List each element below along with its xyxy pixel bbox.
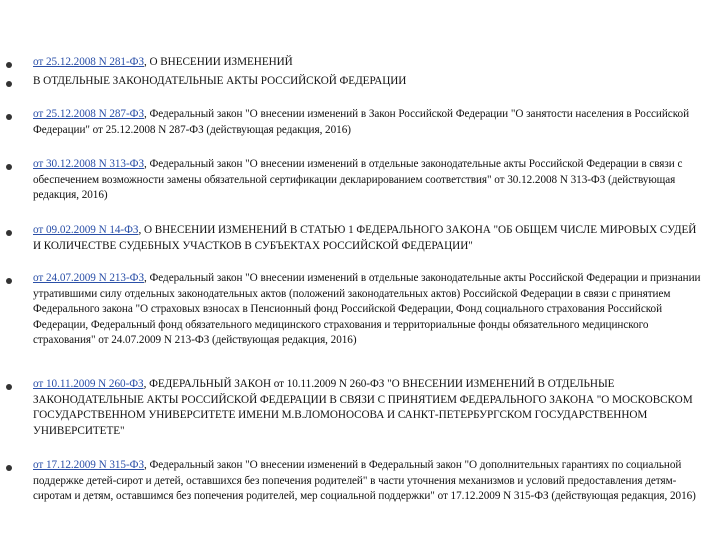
law-link[interactable]: от 25.12.2008 N 281-ФЗ [33,56,144,68]
bullet-icon [6,384,12,390]
entry-title: В ОТДЕЛЬНЫЕ ЗАКОНОДАТЕЛЬНЫЕ АКТЫ РОССИЙСКОЙ ФЕДЕРАЦИИ [33,75,407,87]
entry-title: , Федеральный закон "О внесении изменений в отдельные законодательные акты Российской Федерации в связи с обеспечением возможности замены обязательной сертификации декларированием соответствия" от 30.12.2008 N 313-ФЗ (действующая редакция, 2016) [33,158,683,202]
entry-text [33,157,705,204]
law-link[interactable]: от 25.12.2008 N 287-ФЗ [33,108,144,120]
entry-title: , Федеральный закон "О внесении изменений в Закон Российской Федерации "О занятости населения в Российской Федерации" от 25.12.2008 N 287-ФЗ (действующая редакция, 2016) [33,108,690,136]
entry-title: , ФЕДЕРАЛЬНЫЙ ЗАКОН от 10.11.2009 N 260-ФЗ "О ВНЕСЕНИИ ИЗМЕНЕНИЙ В ОТДЕЛЬНЫЕ ЗАКОНОДАТЕЛЬНЫЕ АКТЫ РОССИЙСКОЙ ФЕДЕРАЦИИ В СВЯЗИ С ПРИНЯТИЕМ ФЕДЕРАЛЬНОГО ЗАКОНА "О МОСКОВСКОМ ГОСУДАРСТВЕННОМ УНИВЕРСИТЕТЕ ИМЕНИ М.В.ЛОМОНОСОВА И САНКТ-ПЕТЕРБУРГСКОМ ГОСУДАРСТВЕННОМ УНИВЕРСИТЕТЕ" [33,378,693,437]
entry-text [33,458,705,505]
bullet-icon [6,62,12,68]
law-link[interactable]: от 10.11.2009 N 260-ФЗ [33,378,144,390]
entry-text [33,55,705,71]
law-link[interactable]: от 30.12.2008 N 313-ФЗ [33,158,144,170]
bullet-icon [6,81,12,87]
entry-title: , Федеральный закон "О внесении изменений в отдельные законодательные акты Российской Федерации и признании утратившими силу отдельных законодательных актов (положений законодательных актов) Российской Федерации в связи с принятием Федерального закона "О страховых взносах в Пенсионный фонд Российской Федерации, Фонд социального страхования Российской Федерации, Федеральный фонд обязательного медицинского страхования и территориальные фонды обязательного медицинского страхования" от 24.07.2009 N 213-ФЗ (действующая редакция, 2016) [33,272,701,347]
entry-text [33,74,705,90]
entry-text [33,377,705,439]
entry-title: , О ВНЕСЕНИИ ИЗМЕНЕНИЙ В СТАТЬЮ 1 ФЕДЕРАЛЬНОГО ЗАКОНА "ОБ ОБЩЕМ ЧИСЛЕ МИРОВЫХ СУДЕЙ И КОЛИЧЕСТВЕ СУДЕБНЫХ УЧАСТКОВ В СУБЪЕКТАХ РОССИЙСКОЙ ФЕДЕРАЦИИ" [33,224,697,252]
law-link[interactable]: от 24.07.2009 N 213-ФЗ [33,272,144,284]
entry-title: , Федеральный закон "О внесении изменений в Федеральный закон "О дополнительных гарантиях по социальной поддержке детей-сирот и детей, оставшихся без попечения родителей" в части уточнения механизмов и условий предоставления детям-сиротам и детям, оставшимся без попечения родителей, мер социальной поддержки" от 17.12.2009 N 315-ФЗ (действующая редакция, 2016) [33,459,696,503]
entry-title: , О ВНЕСЕНИИ ИЗМЕНЕНИЙ [144,56,293,68]
bullet-icon [6,114,12,120]
bullet-icon [6,278,12,284]
law-link[interactable]: от 17.12.2009 N 315-ФЗ [33,459,144,471]
bullet-icon [6,230,12,236]
entry-text [33,223,705,254]
bullet-icon [6,465,12,471]
law-link[interactable]: от 09.02.2009 N 14-ФЗ [33,224,139,236]
bullet-icon [6,164,12,170]
entry-text [33,107,705,138]
entry-text [33,271,705,349]
